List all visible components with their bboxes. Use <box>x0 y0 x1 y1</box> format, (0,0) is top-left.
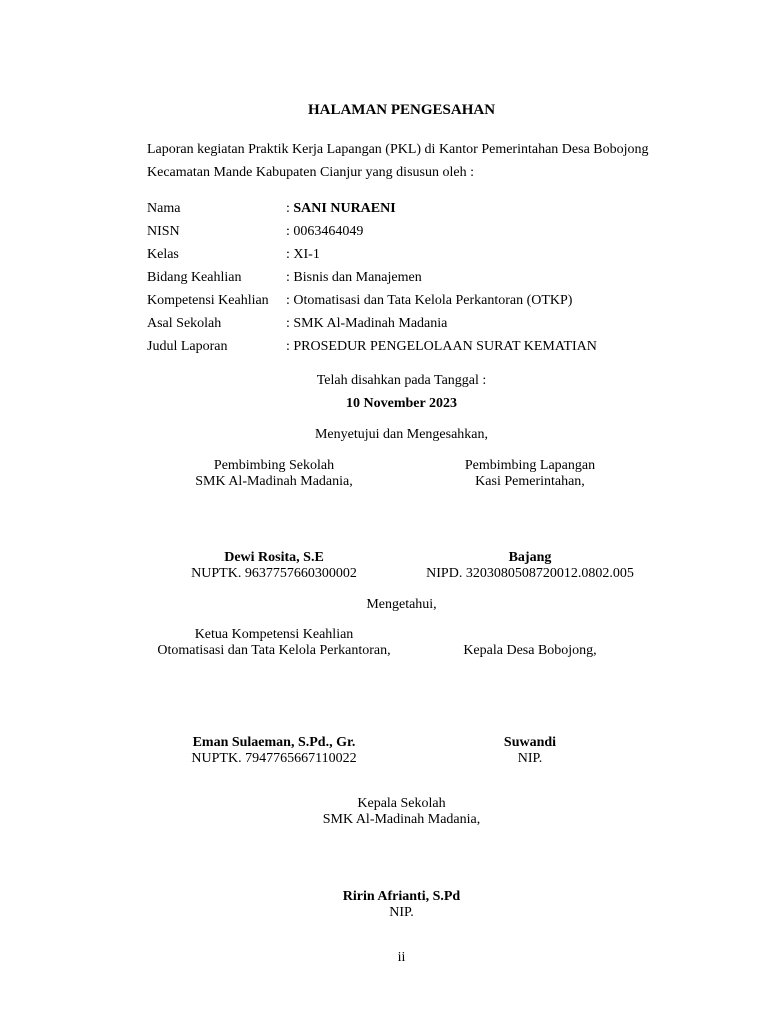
identity-value <box>286 266 422 289</box>
school-supervisor-signature <box>124 550 424 582</box>
identity-row-name <box>147 197 667 220</box>
identity-label: Bidang Keahlian <box>147 270 242 285</box>
intro-paragraph <box>147 138 667 184</box>
field-supervisor-id: NIPD. 3203080508720012.0802.005 <box>426 566 634 581</box>
field-value: Bisnis dan Manajemen <box>293 270 422 285</box>
principal-header <box>0 796 768 828</box>
principal-signature <box>0 889 768 921</box>
intro-line-2: Kecamatan Mande Kabupaten Cianjur yang disusun oleh : <box>147 165 474 180</box>
field-supervisor-name: Bajang <box>508 550 552 565</box>
acknowledge-text: Mengetahui, <box>366 597 437 612</box>
separator: : <box>286 316 294 331</box>
nisn-value: 0063464049 <box>293 224 364 239</box>
competency-head-id: NUPTK. 7947765667110022 <box>191 751 357 766</box>
competency-head-signature <box>124 735 424 767</box>
village-head-role: Kepala Desa Bobojong, <box>463 643 597 658</box>
competency-head-role: Ketua Kompetensi Keahlian <box>194 627 354 642</box>
page-number: ii <box>397 950 406 965</box>
separator: : <box>286 224 294 239</box>
school-supervisor-name: Dewi Rosita, S.E <box>224 550 324 565</box>
approval-date-intro: Telah disahkan pada Tanggal : <box>316 373 487 388</box>
school-supervisor-id: NUPTK. 9637757660300002 <box>191 566 357 581</box>
identity-row-school <box>147 312 667 335</box>
report-title-value: PROSEDUR PENGELOLAAN SURAT KEMATIAN <box>293 339 597 354</box>
school-supervisor-institution: SMK Al-Madinah Madania, <box>195 474 353 489</box>
field-supervisor-header <box>380 458 680 490</box>
identity-table <box>147 197 667 358</box>
identity-row-competency <box>147 289 667 312</box>
identity-row-report-title <box>147 335 667 358</box>
village-head-header <box>380 643 680 659</box>
identity-value <box>286 312 447 335</box>
identity-label: Kompetensi Keahlian <box>147 293 269 308</box>
identity-label: Asal Sekolah <box>147 316 222 331</box>
separator: : <box>286 201 294 216</box>
competency-head-institution: Otomatisasi dan Tata Kelola Perkantoran, <box>157 643 391 658</box>
identity-value <box>286 243 320 266</box>
identity-row-kelas <box>147 243 667 266</box>
field-supervisor-role: Pembimbing Lapangan <box>464 458 596 473</box>
competency-value: Otomatisasi dan Tata Kelola Perkantoran (OTKP) <box>293 293 573 308</box>
village-head-id: NIP. <box>517 751 543 766</box>
village-head-signature <box>380 735 680 767</box>
identity-label: Judul Laporan <box>147 339 228 354</box>
separator: : <box>286 339 294 354</box>
separator: : <box>286 270 294 285</box>
identity-label: Nama <box>147 201 181 216</box>
identity-value <box>286 335 597 358</box>
identity-row-field <box>147 266 667 289</box>
identity-label: Kelas <box>147 247 179 262</box>
principal-id: NIP. <box>389 905 414 920</box>
identity-value <box>286 220 363 243</box>
principal-institution: SMK Al-Madinah Madania, <box>322 812 481 827</box>
school-supervisor-header <box>124 458 424 490</box>
field-supervisor-signature <box>380 550 680 582</box>
identity-label: NISN <box>147 224 180 239</box>
competency-head-name: Eman Sulaeman, S.Pd., Gr. <box>192 735 356 750</box>
approval-agree-text: Menyetujui dan Mengesahkan, <box>314 427 488 442</box>
separator: : <box>286 247 294 262</box>
identity-value <box>286 289 572 312</box>
identity-row-nisn <box>147 220 667 243</box>
separator: : <box>286 293 294 308</box>
school-supervisor-role: Pembimbing Sekolah <box>213 458 335 473</box>
competency-head-header <box>124 627 424 659</box>
school-value: SMK Al-Madinah Madania <box>293 316 448 331</box>
identity-value <box>286 197 396 220</box>
village-head-name: Suwandi <box>503 735 557 750</box>
intro-line-1: Laporan kegiatan Praktik Kerja Lapangan (PKL) di Kantor Pemerintahan Desa Bobojong <box>147 142 649 157</box>
field-supervisor-institution: Kasi Pemerintahan, <box>475 474 585 489</box>
page-title: HALAMAN PENGESAHAN <box>307 102 496 118</box>
approval-date: 10 November 2023 <box>346 396 457 411</box>
class-value: XI-1 <box>293 247 320 262</box>
student-name: SANI NURAENI <box>293 201 396 216</box>
principal-name: Ririn Afrianti, S.Pd <box>342 889 461 904</box>
principal-role: Kepala Sekolah <box>357 796 446 811</box>
